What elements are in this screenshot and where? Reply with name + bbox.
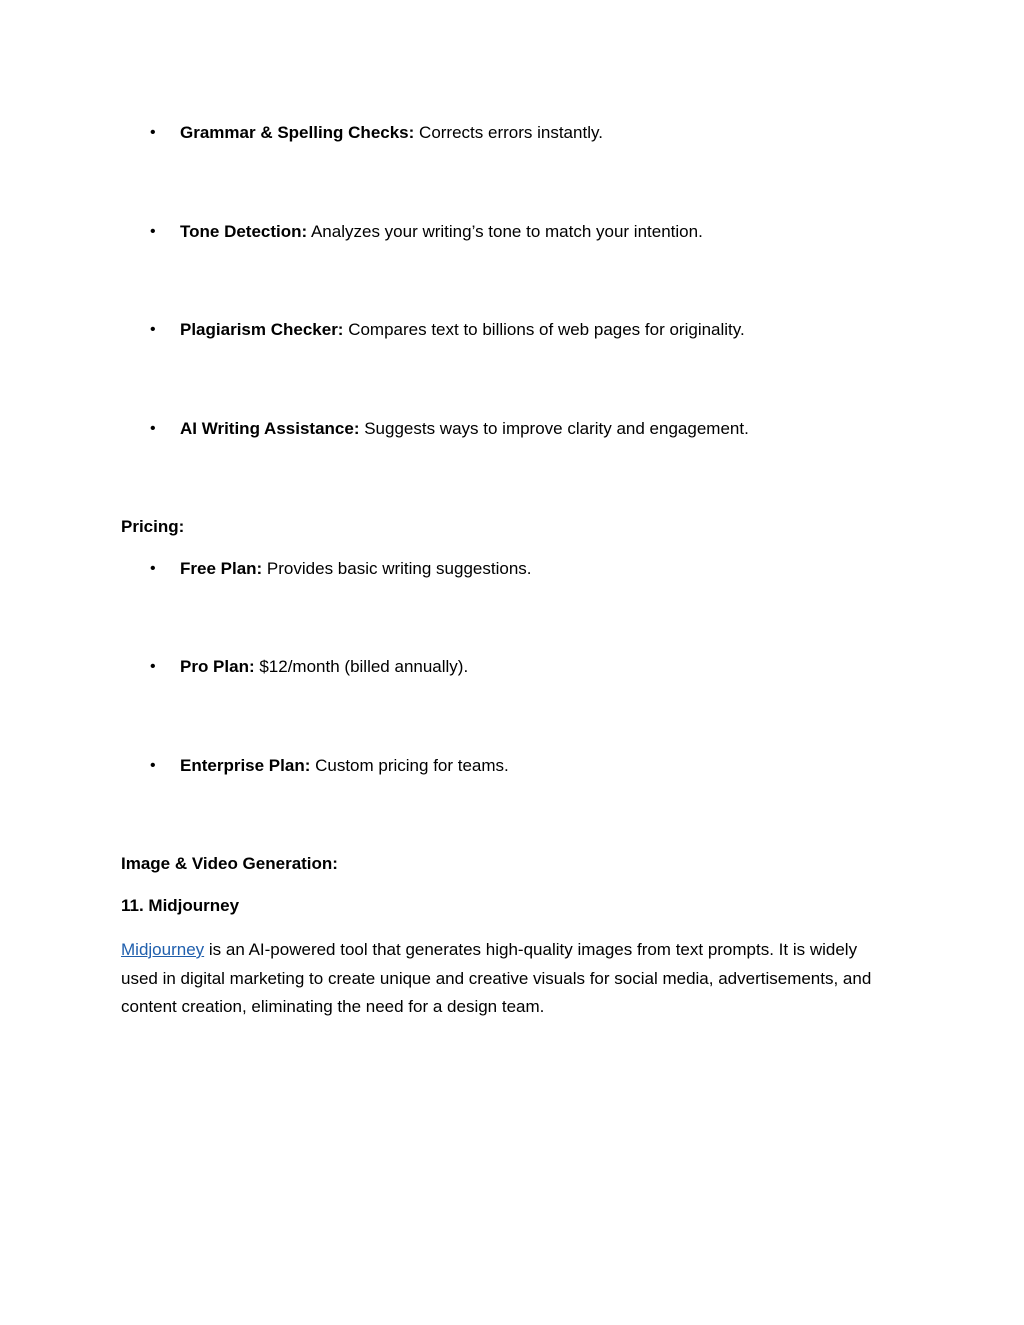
pricing-heading: Pricing: (121, 517, 185, 536)
bullet-icon: • (150, 124, 156, 141)
feature-label: Plagiarism Checker: (180, 320, 344, 339)
tool-description-text: is an AI-powered tool that generates high-quality images from text prompts. It is widely used in digital marketing to create unique and creative visuals for social media, advertisements, and content creation, eliminating the need for a design team. (121, 940, 872, 1016)
feature-description: Analyzes your writing’s tone to match your intention. (307, 222, 703, 241)
bullet-icon: • (150, 757, 156, 774)
bullet-icon: • (150, 658, 156, 675)
feature-label: Tone Detection: (180, 222, 308, 241)
midjourney-link[interactable]: Midjourney (121, 940, 205, 959)
bullet-icon: • (150, 223, 156, 240)
bullet-icon: • (150, 560, 156, 577)
plan-description: $12/month (billed annually). (254, 657, 469, 676)
feature-description: Compares text to billions of web pages for originality. (343, 320, 745, 339)
feature-description: Corrects errors instantly. (414, 123, 603, 142)
plan-description: Provides basic writing suggestions. (262, 559, 532, 578)
tool-description (121, 936, 891, 1022)
plan-label: Pro Plan: (180, 657, 255, 676)
bullet-icon: • (150, 420, 156, 437)
feature-label: Grammar & Spelling Checks: (180, 123, 415, 142)
bullet-icon: • (150, 321, 156, 338)
section-heading: Image & Video Generation: (121, 854, 338, 873)
plan-label: Enterprise Plan: (180, 756, 311, 775)
tool-heading: 11. Midjourney (121, 896, 240, 915)
feature-description: Suggests ways to improve clarity and engagement. (359, 419, 749, 438)
plan-description: Custom pricing for teams. (310, 756, 509, 775)
plan-label: Free Plan: (180, 559, 263, 578)
feature-label: AI Writing Assistance: (180, 419, 360, 438)
